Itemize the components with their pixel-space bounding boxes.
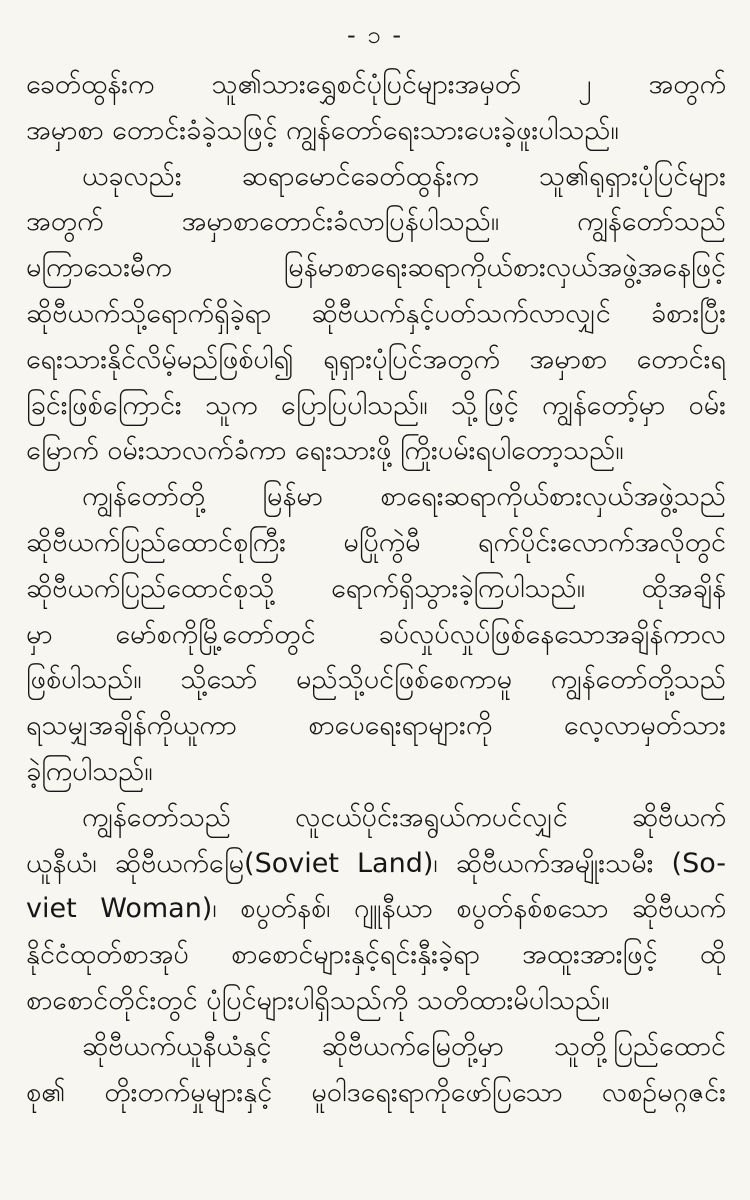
text-line: ရေးသားနိုင်လိမ့်မည်ဖြစ်ပါ၍ ရုရှားပုံပြင်အတွက် အမှာစာ တောင်းရ	[26, 343, 726, 375]
text-line: ဆိုဗီယက်သို့ရောက်ရှိခဲ့ရာ ဆိုဗီယက်နှင့်ပတ်သက်လာလျှင် ခံစားပြီး	[26, 297, 726, 329]
text-line: ခေတ်ထွန်းက သူ၏သားရွှေစင်ပုံပြင်များအမှတ် ၂ အတွက်	[26, 69, 726, 100]
text-line: ယူနီယံ၊ ဆိုဗီယက်မြေ(Soviet Land)၊ ဆိုဗီယက်အမျိုးသမီး (So-	[26, 847, 726, 879]
text-line: မြောက် ဝမ်းသာလက်ခံကာ ရေးသားဖို့ ကြိုးပမ်းရပါတော့သည်။	[26, 435, 624, 467]
text-line: ဆိုဗီယက်ယူနီယံနှင့် ဆိုဗီယက်မြေတို့မှာ သူတို့ပြည်ထောင်	[82, 1030, 726, 1062]
text-line: ဖြစ်ပါသည်။ သို့သော် မည်သို့ပင်ဖြစ်စေကာမူ ကျွန်တော်တို့သည်	[26, 664, 726, 696]
text-line: မကြာသေးမီက မြန်မာစာရေးဆရာကိုယ်စားလှယ်အဖွဲ့အနေဖြင့်	[26, 252, 726, 284]
text-line: ခြင်းဖြစ်ကြောင်း သူက ပြောပြပါသည်။ သို့ဖြင့် ကျွန်တော့်မှာ ဝမ်း	[26, 389, 726, 421]
text-line: ဆိုဗီယက်ပြည်ထောင်စုကြီး မပြိုကွဲမီ ရက်ပိုင်းလောက်အလိုတွင်	[26, 526, 726, 558]
text-line: viet Woman)၊ စပွတ်နစ်၊ ဂျူနီယာ စပွတ်နစ်စသော ဆိုဗီယက်	[26, 893, 726, 925]
text-line: စာစောင်တိုင်းတွင် ပုံပြင်များပါရှိသည်ကို သတိထားမိပါသည်။	[26, 984, 610, 1016]
text-line: ယခုလည်း ဆရာမောင်ခေတ်ထွန်းက သူ၏ရုရှားပုံပြင်များ	[82, 160, 726, 192]
text-line: အတွက် အမှာစာတောင်းခံလာပြန်ပါသည်။ ကျွန်တော်သည်	[26, 206, 726, 238]
text-line: စု၏ တိုးတက်မှုများနှင့် မူဝါဒရေးရာကိုဖော်ပြသော လစဉ်မဂ္ဂဇင်း	[26, 1076, 726, 1108]
text-line: ကျွန်တော်သည် လူငယ်ပိုင်းအရွယ်ကပင်လျှင် ဆိုဗီယက်	[82, 801, 726, 833]
text-line: ဆိုဗီယက်ပြည်ထောင်စုသို့ ရောက်ရှိသွားခဲ့ကြပါသည်။ ထိုအချိန်	[26, 572, 726, 604]
text-line: အမှာစာ တောင်းခံခဲ့သဖြင့် ကျွန်တော်ရေးသားပေးခဲ့ဖူးပါသည်။	[26, 114, 619, 146]
text-line: မှာ မော်စကိုမြို့တော်တွင် ခပ်လှုပ်လှုပ်ဖြစ်နေသောအချိန်ကာလ	[26, 618, 726, 650]
text-line: ခဲ့ကြပါသည်။	[26, 755, 153, 787]
text-line: ရသမျှအချိန်ကိုယူကာ စာပေရေးရာများကို လေ့လာမှတ်သား	[26, 710, 726, 742]
page-body	[26, 62, 726, 1192]
text-line: ကျွန်တော်တို့ မြန်မာ စာရေးဆရာကိုယ်စားလှယ်အဖွဲ့သည်	[82, 481, 726, 513]
page-number: - ၁ -	[346, 21, 404, 49]
text-line: နိုင်ငံထုတ်စာအုပ် စာစောင်များနှင့်ရင်းနှီးခဲ့ရာ အထူးအားဖြင့် ထို	[26, 939, 726, 971]
